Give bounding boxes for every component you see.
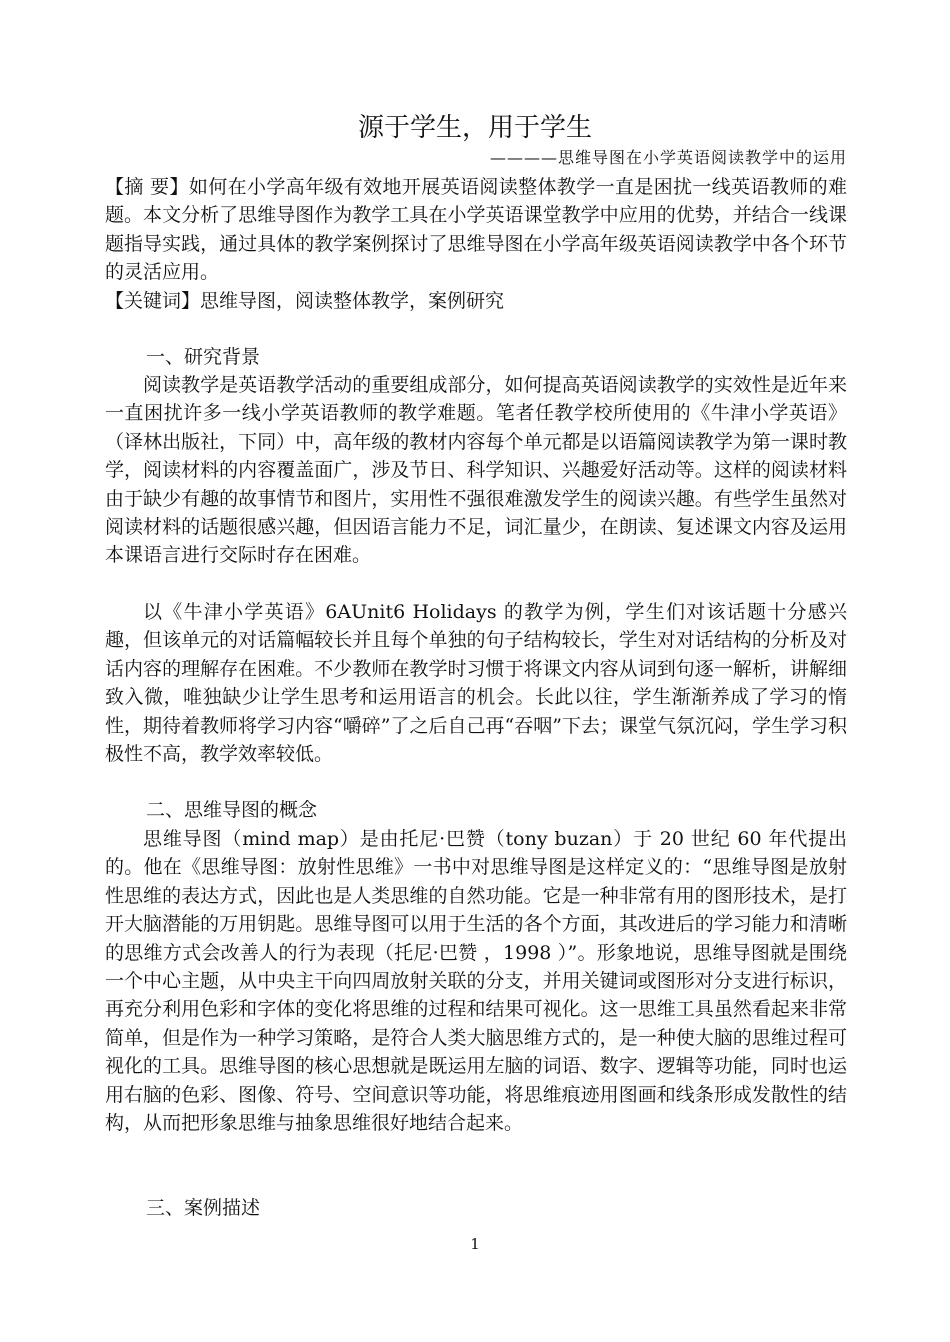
keywords-line: 【关键词】思维导图，阅读整体教学，案例研究 (105, 290, 505, 312)
abstract-paragraph: 【摘 要】如何在小学高年级有效地开展英语阅读整体教学一直是困扰一线英语教师的难题。本文分析了思维导图作为教学工具在小学英语课堂教学中应用的优势，并结合一线课题指导实践，通过具体的教学案例探讨了思维导图在小学高年级英语阅读教学中各个环节的灵活应用。 (105, 176, 847, 284)
document-title: 源于学生，用于学生 (357, 113, 592, 143)
section-heading-background: 一、研究背景 (146, 346, 261, 368)
body-paragraph: 思维导图（mind map）是由托尼·巴赞（tony buzan）于 20 世纪 60 年代提出的。他在《思维导图：放射性思维》一书中对思维导图是这样定义的：“思维导图是放射性思维的表达方式，因此也是人类思维的自然功能。它是一种非常有用的图形技术，是打开大脑潜能的万用钥匙。思维导图可以用于生活的各个方面，其改进后的学习能力和清晰的思维方式会改善人的行为表现（托尼·巴赞 ，1998 ）”。形象地说，思维导图就是围绕一个中心主题，从中央主干向四周放射关联的分支，并用关键词或图形对分支进行标识，再充分利用色彩和字体的变化将思维的过程和结果可视化。这一思维工具虽然看起来非常简单，但是作为一种学习策略，是符合人类大脑思维方式的，是一种使大脑的思维过程可视化的工具。思维导图的核心思想就是既运用左脑的词语、数字、逻辑等功能，同时也运用右脑的色彩、图像、符号、空间意识等功能，将思维痕迹用图画和线条形成发散性的结构，从而把形象思维与抽象思维很好地结合起来。 (105, 828, 847, 1135)
section-heading-case-description: 三、案例描述 (146, 1197, 261, 1219)
document-subtitle: ————思维导图在小学英语阅读教学中的运用 (489, 148, 847, 167)
body-paragraph: 阅读教学是英语教学活动的重要组成部分，如何提高英语阅读教学的实效性是近年来一直困扰许多一线小学英语教师的教学难题。笔者任教学校所使用的《牛津小学英语》（译林出版社，下同）中，高年级的教材内容每个单元都是以语篇阅读教学为第一课时教学，阅读材料的内容覆盖面广，涉及节日、科学知识、兴趣爱好活动等。这样的阅读材料由于缺少有趣的故事情节和图片，实用性不强很难激发学生的阅读兴趣。有些学生虽然对阅读材料的话题很感兴趣，但因语言能力不足，词汇量少，在朗读、复述课文内容及运用本课语言进行交际时存在困难。 (105, 374, 847, 567)
page-number: 1 (470, 1235, 480, 1253)
body-paragraph: 以《牛津小学英语》6AUnit6 Holidays 的教学为例，学生们对该话题十分感兴趣，但该单元的对话篇幅较长并且每个单独的句子结构较长，学生对对话结构的分析及对话内容的理解存在困难。不少教师在教学时习惯于将课文内容从词到句逐一解析，讲解细致入微，唯独缺少让学生思考和运用语言的机会。长此以往，学生渐渐养成了学习的惰性，期待着教师将学习内容“嚼碎”了之后自己再“吞咽”下去；课堂气氛沉闷，学生学习积极性不高，教学效率较低。 (105, 601, 847, 766)
section-heading-mindmap-concept: 二、思维导图的概念 (146, 799, 318, 821)
